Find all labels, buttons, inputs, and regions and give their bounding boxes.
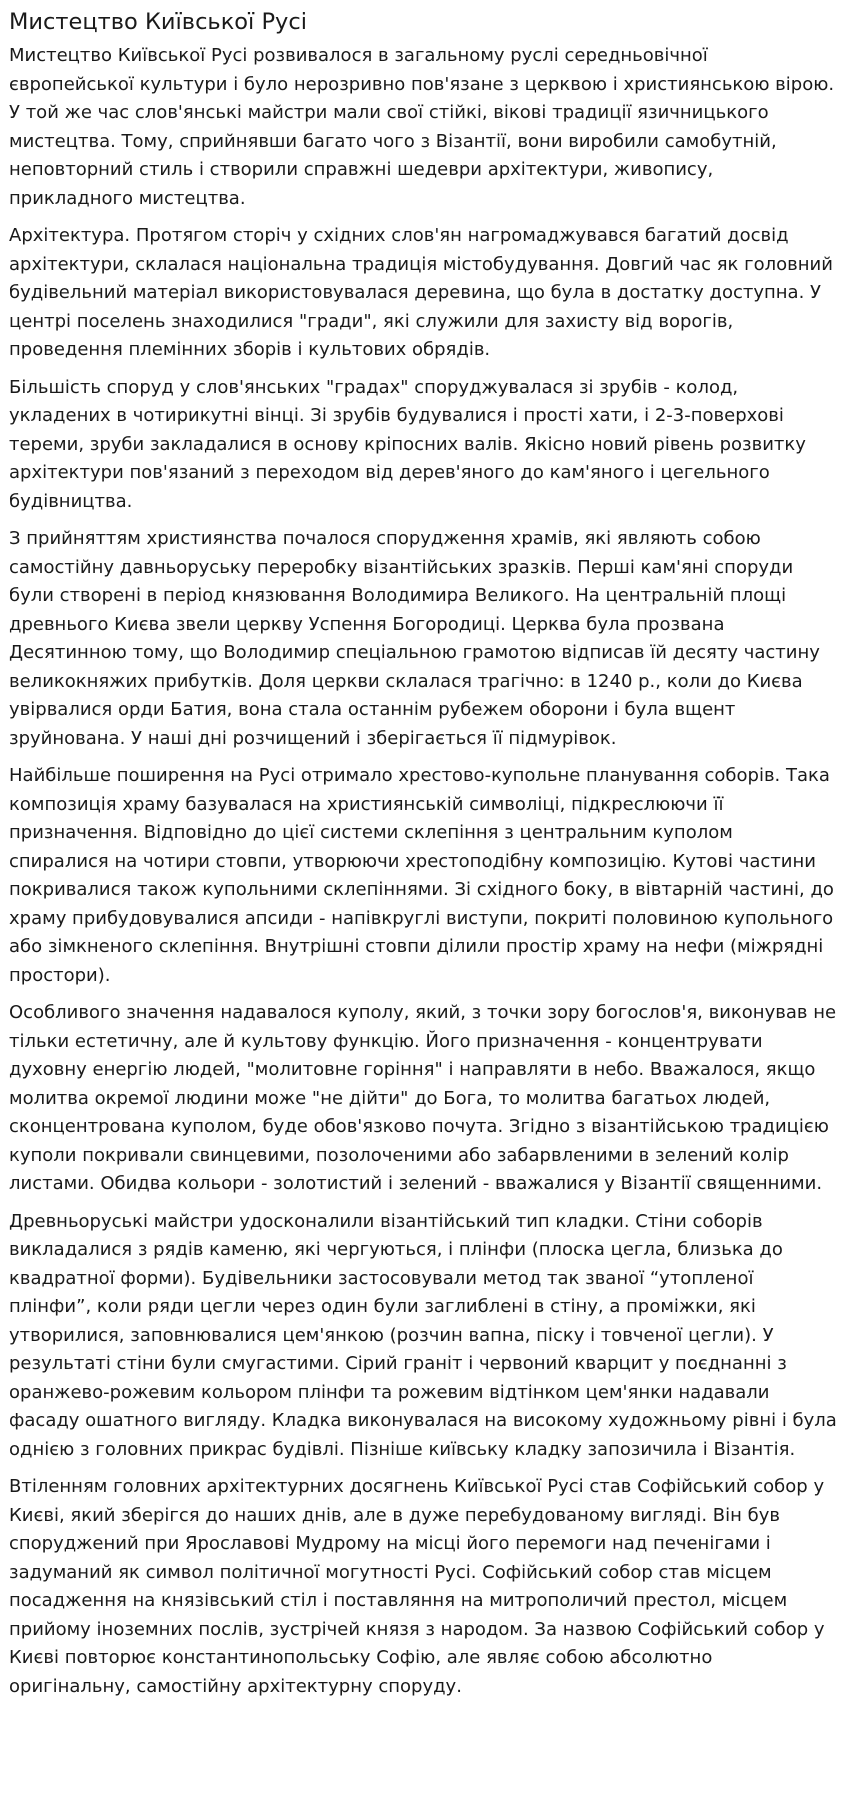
paragraph-log-buildings: Більшість споруд у слов'янських "градах" споруджувалася зі зрубів - колод, укладених в чотирикутні вінці. Зі зрубів будувалися і прості хати, і 2-3-поверхові тереми, зруби закладалися в основу кріпосних валів. Якісно новий рівень розвитку архітектури пов'язаний з переходом від дерев'яного до кам'яного і цегельного будівництва. bbox=[9, 376, 806, 512]
article-title: Мистецтво Київської Русі bbox=[9, 9, 307, 35]
paragraph-cross-dome-plan: Найбільше поширення на Русі отримало хрестово-купольне планування соборів. Така композиція храму базувалася на християнській символіці, підкреслюючи її призначення. Відповідно до цієї системи склепіння з центральним куполом спиралися на чотири стовпи, утворюючи хрестоподібну композицію. Кутові частини покривалися також купольними склепіннями. Зі східного боку, в вівтарній частині, до храму прибудовувалися апсиди - напівкруглі виступи, покриті половиною купольного або зімкненого склепіння. Внутрішні стовпи ділили простір храму на нефи (міжрядні простори). bbox=[9, 765, 834, 986]
paragraph-dome-meaning: Особливого значення надавалося куполу, який, з точки зору богослов'я, виконував не тільки естетичну, але й культову функцію. Його призначення - концентрувати духовну енергію людей, "молитовне горіння" і направляти в небо. Вважалося, якщо молитва окремої людини може "не дійти" до Бога, то молитва багатьох людей, сконцентрована куполом, буде обов'язково почута. Згідно з візантійською традицією куполи покривали свинцевими, позолоченими або забарвленими в зелений колір листами. Обидва кольори - золотистий і зелений - вважалися у Візантії священними. bbox=[9, 1002, 837, 1194]
paragraph-intro: Мистецтво Київської Русі розвивалося в загальному руслі середньовічної європейської культури і було нерозривно пов'язане з церквою і християнською вірою. У той же час слов'янські майстри мали свої стійкі, вікові традиції язичницького мистецтва. Тому, сприйнявши багато чого з Візантії, вони виробили самобутній, неповторний стиль і створили справжні шедеври архітектури, живопису, прикладного мистецтва. bbox=[9, 45, 835, 209]
paragraph-tithe-church: З прийняттям християнства почалося спорудження храмів, які являють собою самостійну давньоруську переробку візантійських зразків. Перші кам'яні споруди були створені в період князювання Володимира Великого. На центральній площі древнього Києва звели церкву Успення Богородиці. Церква була прозвана Десятинною тому, що Володимир спеціальною грамотою відписав їй десяту частину великокняжих прибутків. Доля церкви склалася трагічно: в 1240 р., коли до Києва увірвалися орди Батия, вона стала останнім рубежем оборони і була вщент зруйнована. У наші дні розчищений і зберігається її підмурівок. bbox=[9, 528, 820, 749]
paragraph-architecture: Архітектура. Протягом сторіч у східних слов'ян нагромаджувався багатий досвід архітектури, склалася національна традиція містобудування. Довгий час як головний будівельний матеріал використовувалася деревина, що була в достатку доступна. У центрі поселень знаходилися "гради", які служили для захисту від ворогів, проведення племінних зборів і культових обрядів. bbox=[9, 225, 833, 360]
paragraph-st-sophia: Втіленням головних архітектурних досягнень Київської Русі став Софійський собор у Києві, який зберігся до наших днів, але в дуже перебудованому вигляді. Він був споруджений при Ярославові Мудрому на місці його перемоги над печенігами і задуманий як символ політичної могутності Русі. Софійський собор став місцем посадження на князівський стіл і поставляння на митрополичий престол, місцем прийому іноземних послів, зустрічей князя з народом. За назвою Софійський собор у Києві повторює константинопольську Софію, але являє собою абсолютно оригінальну, самостійну архітектурну споруду. bbox=[9, 1476, 825, 1697]
paragraph-masonry: Древньоруські майстри удосконалили візантійський тип кладки. Стіни соборів викладалися з рядів каменю, які чергуються, і плінфи (плоска цегла, близька до квадратної форми). Будівельники застосовували метод так званої “утопленої плінфи”, коли ряди цегли через один були заглиблені в стіну, а проміжки, які утворилися, заповнювалися цем'янкою (розчин вапна, піску і товченої цегли). У результаті стіни були смугастими. Сірий граніт і червоний кварцит у поєднанні з оранжево-рожевим кольором плінфи та рожевим відтінком цем'янки надавали фасаду ошатного вигляду. Кладка виконувалася на високому художньому рівні і була однією з головних прикрас будівлі. Пізніше київську кладку запозичила і Візантія. bbox=[9, 1210, 837, 1460]
